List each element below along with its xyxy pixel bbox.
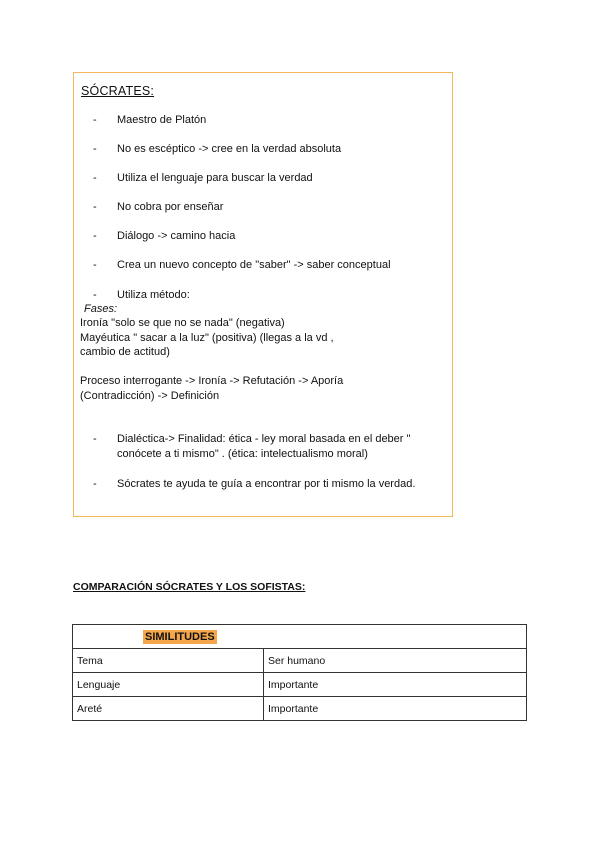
table-row bbox=[73, 673, 527, 697]
bullet-mark: - bbox=[93, 289, 97, 301]
fases-line-2: Mayéutica " sacar a la luz" (positiva) (llegas a la vd , bbox=[80, 332, 334, 344]
bullet-mark: - bbox=[93, 143, 97, 155]
bullet-mark: - bbox=[93, 201, 97, 213]
table-header-cell bbox=[73, 625, 527, 649]
fases-line-3: cambio de actitud) bbox=[80, 346, 170, 358]
table-cell: Importante bbox=[264, 697, 527, 721]
table-row bbox=[73, 649, 527, 673]
bullet-mark: - bbox=[93, 114, 97, 126]
bullet-text-2: No es escéptico -> cree en la verdad absoluta bbox=[117, 143, 342, 155]
bullet-mark: - bbox=[93, 172, 97, 184]
bullet-text-6: Crea un nuevo concepto de "saber" -> saber conceptual bbox=[117, 259, 391, 271]
bullet-text-3: Utiliza el lenguaje para buscar la verdad bbox=[117, 172, 313, 184]
dialectica-line-1: Dialéctica-> Finalidad: ética - ley moral basada en el deber " bbox=[117, 433, 411, 445]
table-cell: Ser humano bbox=[264, 649, 527, 673]
table-cell: Areté bbox=[73, 697, 264, 721]
proceso-line-1: Proceso interrogante -> Ironía -> Refutación -> Aporía bbox=[80, 375, 344, 387]
similitudes-table bbox=[72, 624, 527, 721]
table-cell: Lenguaje bbox=[73, 673, 264, 697]
table-header-row bbox=[73, 625, 527, 649]
bullet-text-5: Diálogo -> camino hacia bbox=[117, 230, 236, 242]
bullet-text-1: Maestro de Platón bbox=[117, 114, 207, 126]
bullet-text-4: No cobra por enseñar bbox=[117, 201, 224, 213]
bullet-mark: - bbox=[93, 259, 97, 271]
bullet-mark: - bbox=[93, 478, 97, 490]
table-cell: Importante bbox=[264, 673, 527, 697]
dialectica-line-2: conócete a ti mismo" . (ética: intelectualismo moral) bbox=[117, 448, 368, 460]
fases-line-1: Ironía "solo se que no se nada" (negativa) bbox=[80, 317, 285, 329]
bullet-mark: - bbox=[93, 433, 97, 445]
similitudes-heading: SIMILITUDES bbox=[145, 630, 215, 643]
bullet-mark: - bbox=[93, 230, 97, 242]
proceso-line-2: (Contradicción) -> Definición bbox=[80, 390, 220, 402]
table-cell: Tema bbox=[73, 649, 264, 673]
box-title: SÓCRATES: bbox=[81, 84, 155, 98]
last-bullet-text: Sócrates te ayuda te guía a encontrar por ti mismo la verdad. bbox=[117, 478, 416, 490]
table-row bbox=[73, 697, 527, 721]
fases-label: Fases: bbox=[84, 303, 118, 315]
comparison-title: COMPARACIÓN SÓCRATES Y LOS SOFISTAS: bbox=[73, 581, 306, 593]
bullet-text-7: Utiliza método: bbox=[117, 289, 190, 301]
